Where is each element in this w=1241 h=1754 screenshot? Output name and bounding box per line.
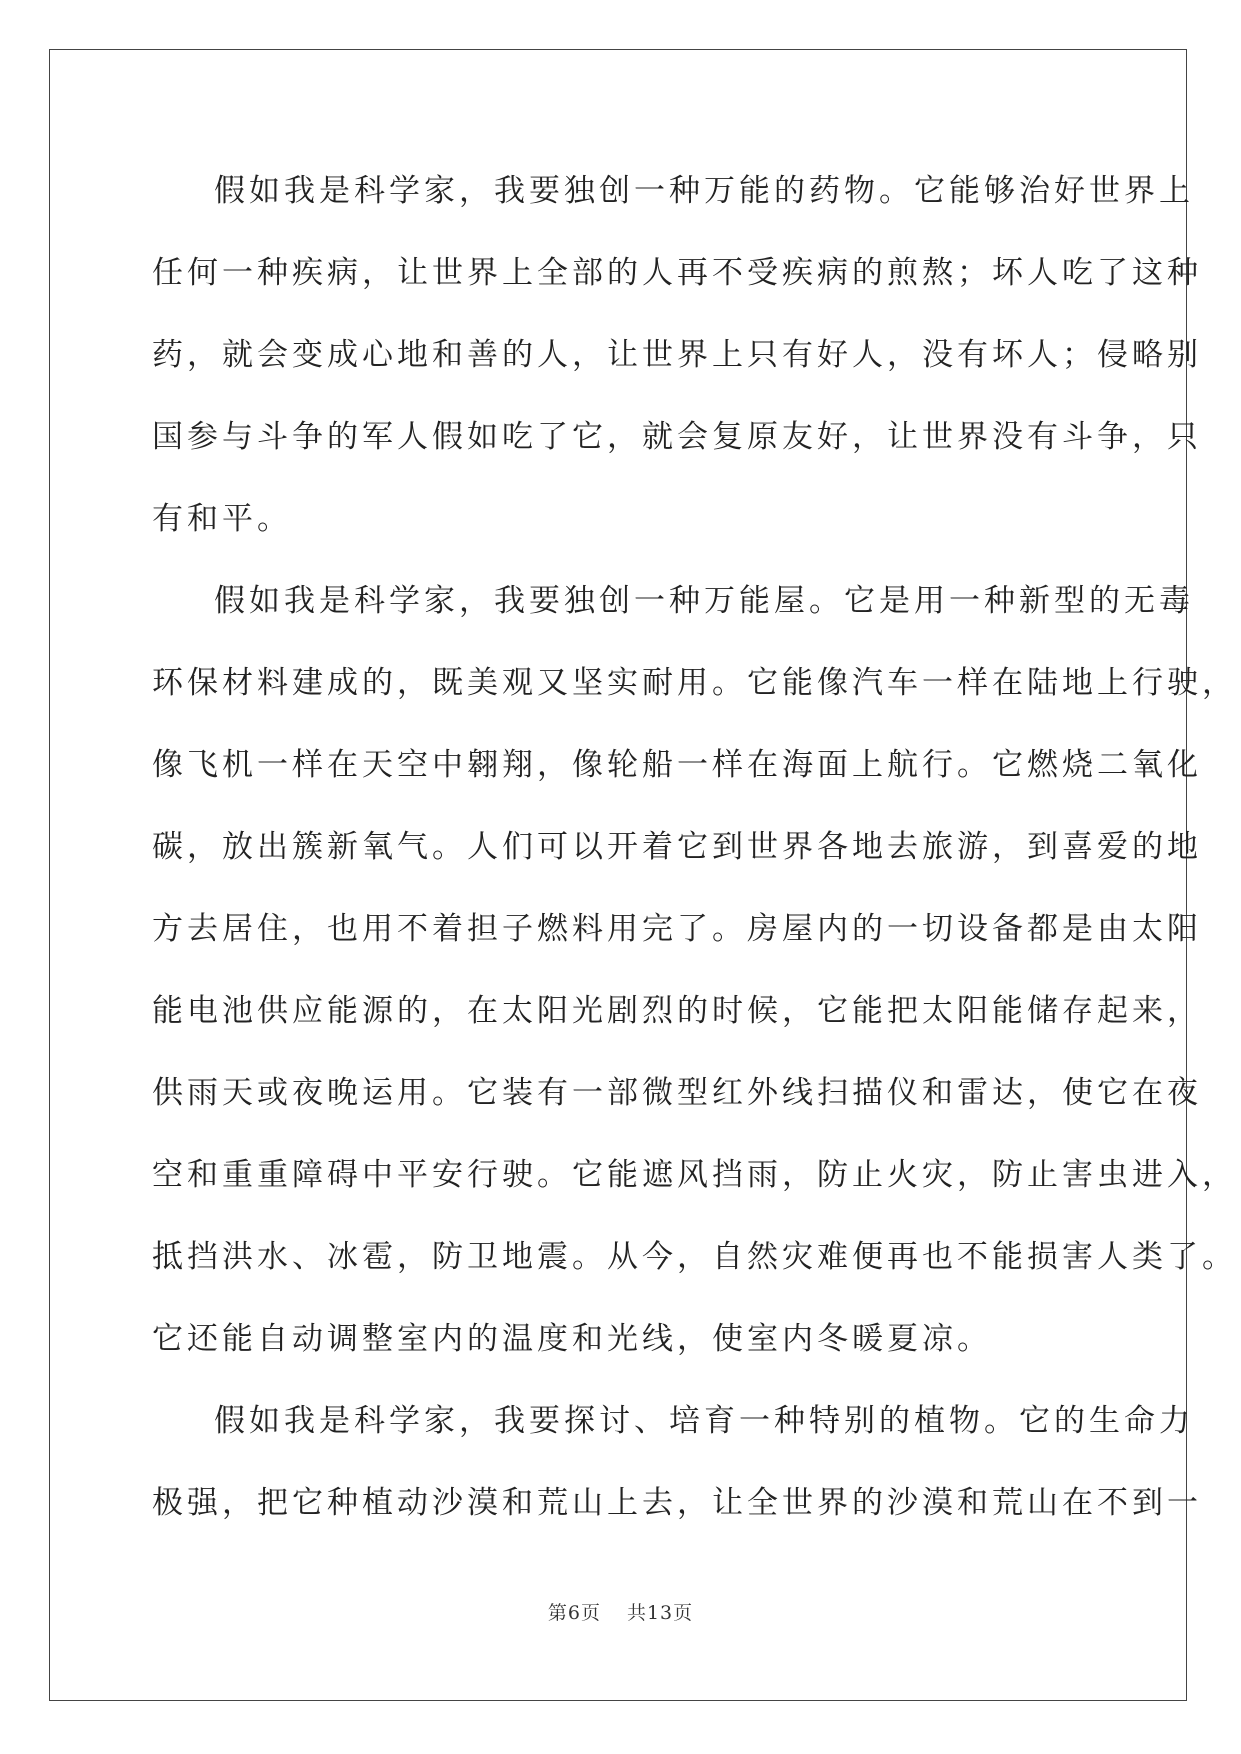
paragraph-2-line-1: 假如我是科学家，我要独创一种万能屋。它是用一种新型的无毒 [214,583,1194,619]
page-total: 共13页 [626,1602,694,1624]
paragraph-2-line-9: 抵挡洪水、冰雹，防卫地震。从今，自然灾难便再也不能损害人类了。 [152,1239,1237,1275]
paragraph-1-line-5: 有和平。 [152,501,292,537]
paragraph-2-line-4: 碳，放出簇新氧气。人们可以开着它到世界各地去旅游，到喜爱的地 [152,829,1202,865]
paragraph-2-line-10: 它还能自动调整室内的温度和光线，使室内冬暖夏凉。 [152,1321,992,1357]
paragraph-1-line-4: 国参与斗争的军人假如吃了它，就会复原友好，让世界没有斗争，只 [152,419,1202,455]
paragraph-3-line-2: 极强，把它种植动沙漠和荒山上去，让全世界的沙漠和荒山在不到一 [152,1485,1202,1521]
paragraph-1-line-2: 任何一种疾病，让世界上全部的人再不受疾病的煎熬；坏人吃了这种 [152,255,1202,291]
page-number: 第6页 [547,1602,601,1624]
paragraph-2-line-8: 空和重重障碍中平安行驶。它能遮风挡雨，防止火灾，防止害虫进入， [152,1157,1237,1193]
paragraph-2-line-6: 能电池供应能源的，在太阳光剧烈的时候，它能把太阳能储存起来， [152,993,1202,1029]
page-footer [0,1598,1241,1625]
paragraph-3-line-1: 假如我是科学家，我要探讨、培育一种特别的植物。它的生命力 [214,1403,1194,1439]
paragraph-2-line-7: 供雨天或夜晚运用。它装有一部微型红外线扫描仪和雷达，使它在夜 [152,1075,1202,1111]
document-body [152,150,1237,1544]
paragraph-2-line-3: 像飞机一样在天空中翱翔，像轮船一样在海面上航行。它燃烧二氧化 [152,747,1202,783]
paragraph-1-line-3: 药，就会变成心地和善的人，让世界上只有好人，没有坏人；侵略别 [152,337,1202,373]
paragraph-2-line-2: 环保材料建成的，既美观又坚实耐用。它能像汽车一样在陆地上行驶， [152,665,1237,701]
paragraph-2-line-5: 方去居住，也用不着担子燃料用完了。房屋内的一切设备都是由太阳 [152,911,1202,947]
paragraph-1-line-1: 假如我是科学家，我要独创一种万能的药物。它能够治好世界上 [214,173,1194,209]
